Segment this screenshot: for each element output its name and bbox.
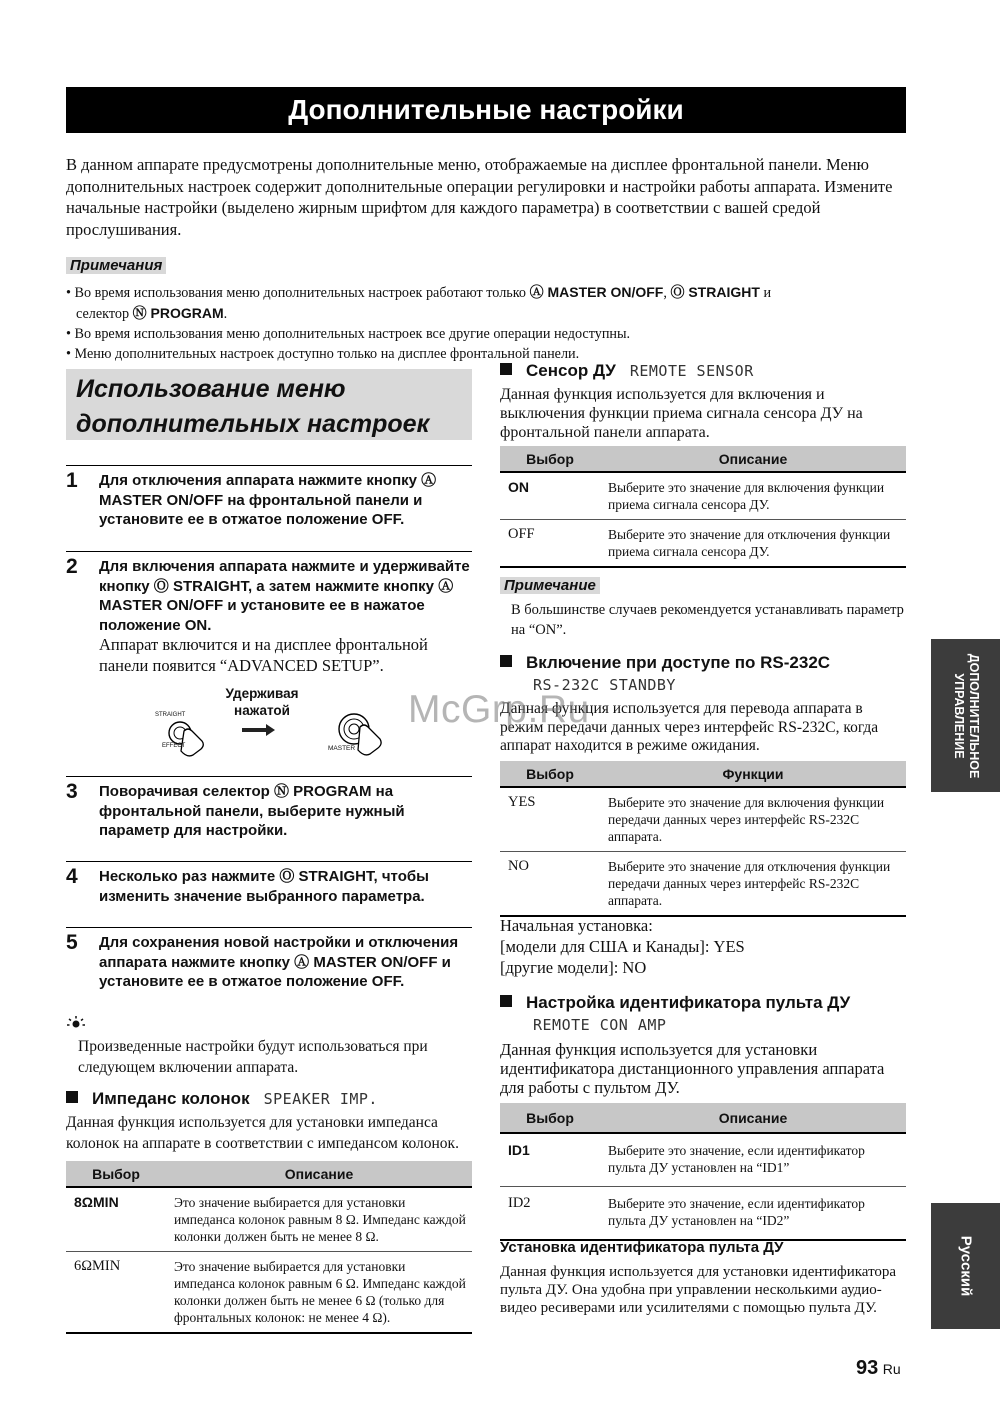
- table-row: ID2 Выберите это значение, если идентификатор пульта ДУ установлен на “ID2”: [500, 1187, 906, 1241]
- section-heading-line2: дополнительных настроек: [76, 410, 430, 438]
- step-subtext: Аппарат включится и на дисплее фронтальной панели появится “ADVANCED SETUP”.: [99, 635, 428, 675]
- step-text: Для отключения аппарата нажмите кнопку Ⓐ MASTER ON/OFF на фронтальной панели и установите ее в отжатое положение OFF.: [99, 472, 437, 528]
- notes-label: Примечания: [66, 257, 166, 274]
- step-text: Для сохранения новой настройки и отключения аппарата нажмите кнопку Ⓐ MASTER ON/OFF и установите ее в отжатое положение OFF.: [99, 934, 459, 990]
- table-row: ID1 Выберите это значение, если идентификатор пульта ДУ установлен на “ID1”: [500, 1133, 906, 1187]
- step-2: [66, 551, 472, 681]
- master-label: MASTER: [328, 745, 356, 752]
- remote-id-subtext: Данная функция используется для установки идентификатора пульта ДУ. Она удобна при управлении несколькими аудио-видео ресиверами или усилителями с помощью пульта ДУ.: [500, 1264, 897, 1316]
- note-item: • Меню дополнительных настроек доступно только на дисплее фронтальной панели.: [66, 346, 580, 362]
- table-row: 6ΩMIN Это значение выбирается для установки импеданса колонок равным 6 Ω. Импеданс каждой колонки должен быть не менее 6 Ω (только для фронтальных колонок: не менее 4 Ω).: [66, 1252, 472, 1334]
- step-text: Поворачивая селектор Ⓝ PROGRAM на фронтальной панели, выберите нужный параметр для настройки.: [99, 783, 405, 839]
- square-bullet-icon: [500, 995, 512, 1007]
- straight-button-icon: [160, 717, 220, 757]
- note-item: селектор Ⓝ PROGRAM.: [76, 305, 228, 322]
- step-1: [66, 465, 472, 545]
- section-heading: [66, 369, 472, 440]
- section-heading-line1: Использование меню: [76, 375, 346, 403]
- table-row: OFF Выберите это значение для отключения функции приема сигнала сенсора ДУ.: [500, 520, 906, 568]
- watermark: McGrp.Ru: [408, 688, 590, 731]
- table-row: NO Выберите это значение для отключения функции передачи данных через интерфейс RS-232C аппарата.: [500, 852, 906, 917]
- rs232-code: RS-232C STANDBY: [533, 676, 676, 694]
- table-row: YES Выберите это значение для включения функции передачи данных через интерфейс RS-232C аппарата.: [500, 787, 906, 852]
- notes-label-box: [66, 256, 166, 276]
- note-item: • Во время использования меню дополнительных настроек все другие операции недоступны.: [66, 326, 631, 342]
- remote-sensor-heading: Сенсор ДУ REMOTE SENSOR: [500, 360, 906, 382]
- tip-text: Произведенные настройки будут использоваться при следующем включении аппарата.: [78, 1038, 428, 1076]
- remote-sensor-note-label-box: [500, 576, 600, 596]
- step-number: 2: [66, 555, 78, 578]
- rs232-desc: Данная функция используется для перевода аппарата в режим передачи данных через интерфейс RS-232C, когда аппарат находится в режиме ожидания.: [500, 700, 879, 754]
- hold-label: Удерживая нажатой: [225, 686, 299, 718]
- rs232-table: Выбор Функции YES Выберите это значение для включения функции передачи данных через интерфейс RS-232C аппарата. NO Выберите это значение для отключения функции передачи данных через интерфейс RS-232C аппарата.: [500, 761, 906, 917]
- step-4: [66, 861, 472, 921]
- remote-id-table: Выбор Описание ID1 Выберите это значение, если идентификатор пульта ДУ установлен на “ID1” ID2 Выберите это значение, если идентификатор пульта ДУ установлен на “ID2”: [500, 1103, 906, 1241]
- remote-sensor-note-label: Примечание: [500, 577, 600, 594]
- intro-paragraph: В данном аппарате предусмотрены дополнительные меню, отображаемые на дисплее фронтальной панели. Меню дополнительных настроек содержит дополнительные операции регулировки и настройки работы аппарата. Измените начальные настройки (выделено жирным шрифтом для каждого параметра) в соответствии с вашей средой прослушивания.: [66, 155, 893, 239]
- effect-label: EFFECT: [162, 743, 186, 749]
- page-number: 93 Ru: [856, 1357, 901, 1379]
- step-5: [66, 927, 472, 1012]
- table-row: 8ΩMIN Это значение выбирается для установки импеданса колонок равным 8 Ω. Импеданс каждой колонки должен быть не менее 8 Ω.: [66, 1187, 472, 1252]
- step-text: Несколько раз нажмите Ⓞ STRAIGHT, чтобы изменить значение выбранного параметра.: [99, 868, 429, 905]
- note-item: • Во время использования меню дополнительных настроек работают только Ⓐ MASTER ON/OFF, Ⓞ STRAIGHT и: [66, 284, 772, 301]
- speaker-heading: Импеданс колонок SPEAKER IMP.: [66, 1088, 486, 1110]
- side-tab-section: ДОПОЛНИТЕЛЬНОЕ УПРАВЛЕНИЕ: [931, 639, 1000, 792]
- speaker-table: Выбор Описание 8ΩMIN Это значение выбирается для установки импеданса колонок равным 8 Ω. Импеданс каждой колонки должен быть не менее 8 Ω. 6ΩMIN Это значение выбирается для установки импеданса колонок равным 6 Ω. Импеданс каждой колонки должен быть не менее 6 Ω (только для фронтальных колонок: не менее 4 Ω).: [66, 1161, 472, 1334]
- remote-id-code: REMOTE CON AMP: [533, 1016, 667, 1034]
- side-tab-language: Русский: [931, 1203, 1000, 1329]
- remote-sensor-table: Выбор Описание ON Выберите это значение для включения функции приема сигнала сенсора ДУ. OFF Выберите это значение для отключения функции приема сигнала сенсора ДУ.: [500, 446, 906, 568]
- page-title-bar: [66, 87, 906, 133]
- square-bullet-icon: [66, 1091, 78, 1103]
- button-illustration: [150, 685, 410, 765]
- remote-id-heading: Настройка идентификатора пульта ДУ: [500, 992, 906, 1014]
- step-text: Для включения аппарата нажмите и удерживайте кнопку Ⓞ STRAIGHT, а затем нажмите кнопку Ⓐ MASTER ON/OFF и установите ее в нажатое положение ON.: [99, 558, 470, 634]
- square-bullet-icon: [500, 655, 512, 667]
- notes-list: [66, 282, 906, 364]
- straight-label: STRAIGHT: [155, 712, 186, 718]
- rs232-initial: Начальная установка: [модели для США и Канады]: YES [другие модели]: NO: [500, 916, 745, 977]
- rs232-heading: Включение при доступе по RS-232C: [500, 652, 906, 674]
- speaker-desc: Данная функция используется для установки импеданса колонок на аппарате в соответствии с импедансом колонок.: [66, 1114, 459, 1152]
- arrow-right-icon: [242, 723, 276, 737]
- page-title: Дополнительные настройки: [288, 94, 684, 125]
- step-3: [66, 776, 472, 856]
- remote-sensor-note: В большинстве случаев рекомендуется устанавливать параметр на “ON”.: [511, 602, 904, 638]
- square-bullet-icon: [500, 363, 512, 375]
- table-row: ON Выберите это значение для включения функции приема сигнала сенсора ДУ.: [500, 472, 906, 520]
- remote-id-subheading: Установка идентификатора пульта ДУ: [500, 1239, 784, 1256]
- step-number: 1: [66, 469, 78, 492]
- step-number: 3: [66, 780, 78, 803]
- step-number: 5: [66, 931, 78, 954]
- remote-id-desc: Данная функция используется для установки идентификатора дистанционного управления аппарата для работы с пультом ДУ.: [500, 1040, 885, 1097]
- step-number: 4: [66, 865, 78, 888]
- tip-icon: [66, 1015, 86, 1031]
- remote-sensor-desc: Данная функция используется для включения и выключения функции приема сигнала сенсора ДУ на фронтальной панели аппарата.: [500, 386, 863, 441]
